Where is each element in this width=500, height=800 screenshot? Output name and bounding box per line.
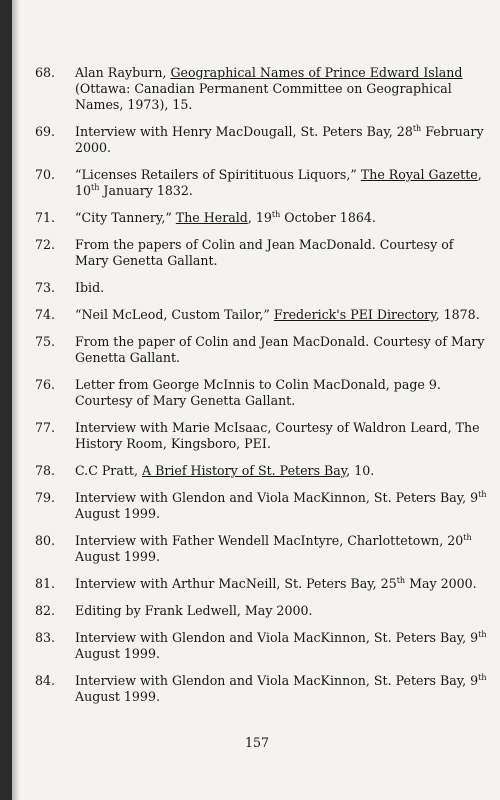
endnote-text	[75, 307, 490, 323]
endnote-text	[75, 237, 490, 269]
endnote-number: 72.	[35, 237, 56, 252]
source-title: Geographical Names of Prince Edward Island	[170, 65, 463, 80]
endnote-item	[35, 280, 490, 296]
endnote-item	[35, 377, 490, 409]
endnote-number: 68.	[35, 65, 56, 80]
endnote-text-run: , 10.	[346, 463, 375, 478]
endnote-number: 81.	[35, 576, 56, 591]
ordinal-superscript: th	[478, 672, 487, 682]
endnote-item	[35, 167, 490, 199]
endnote-text-run: C.C Pratt,	[75, 463, 142, 478]
endnote-text-run: Interview with Glendon and Viola MacKinnon, St. Peters Bay, 9	[75, 490, 479, 505]
endnote-number: 73.	[35, 280, 56, 295]
endnotes-list	[35, 65, 490, 716]
endnote-number: 84.	[35, 673, 56, 688]
endnote-text-run: August 1999.	[75, 506, 160, 521]
endnote-text-run: August 1999.	[75, 549, 160, 564]
endnote-number: 76.	[35, 377, 56, 392]
endnote-text-run: Alan Rayburn,	[75, 65, 171, 80]
endnote-text-run: “Licenses Retailers of Spiritituous Liquors,”	[75, 167, 361, 182]
ordinal-superscript: th	[478, 629, 487, 639]
endnote-item	[35, 603, 490, 619]
endnote-number: 70.	[35, 167, 56, 182]
endnote-number: 80.	[35, 533, 56, 548]
endnote-item	[35, 420, 490, 452]
endnote-text-run: August 1999.	[75, 646, 160, 661]
endnote-text-run: , 10	[75, 167, 482, 198]
endnote-number: 79.	[35, 490, 56, 505]
ordinal-superscript: th	[478, 489, 487, 499]
endnote-text	[75, 420, 490, 452]
endnote-item	[35, 237, 490, 269]
endnote-item	[35, 65, 490, 113]
endnote-text	[75, 533, 490, 565]
endnote-text-run: (Ottawa: Canadian Permanent Committee on Geographical Names, 1973), 15.	[75, 81, 452, 112]
endnote-number: 74.	[35, 307, 56, 322]
endnote-item	[35, 673, 490, 705]
endnote-text	[75, 576, 490, 592]
endnote-text	[75, 280, 490, 296]
endnote-text-run: Interview with Father Wendell MacIntyre, Charlottetown, 20	[75, 533, 464, 548]
endnote-text-run: Interview with Arthur MacNeill, St. Peters Bay, 25	[75, 576, 397, 591]
source-title: A Brief History of St. Peters Bay	[141, 463, 347, 478]
endnote-item	[35, 307, 490, 323]
ordinal-superscript: th	[271, 209, 281, 219]
endnote-item	[35, 630, 490, 662]
page-number: 157	[244, 735, 270, 750]
endnote-number: 77.	[35, 420, 56, 435]
endnote-item	[35, 124, 490, 156]
endnote-text-run: August 1999.	[75, 689, 160, 704]
endnote-text-run: Interview with Glendon and Viola MacKinnon, St. Peters Bay, 9	[75, 630, 479, 645]
endnote-text	[75, 603, 490, 619]
endnote-text-run: , 19	[247, 210, 272, 225]
endnote-text-run: Letter from George McInnis to Colin MacDonald, page 9. Courtesy of Mary Genetta Gallant.	[75, 377, 441, 408]
endnote-text	[75, 630, 490, 662]
endnote-text-run: January 1832.	[99, 183, 193, 198]
source-title: The Herald	[175, 210, 248, 225]
endnote-text-run: From the papers of Colin and Jean MacDonald. Courtesy of Mary Genetta Gallant.	[75, 237, 454, 268]
endnote-text	[75, 463, 490, 479]
endnote-item	[35, 334, 490, 366]
endnote-text-run: Interview with Henry MacDougall, St. Peters Bay, 28	[75, 124, 413, 139]
endnote-item	[35, 576, 490, 592]
endnote-text-run: , 1878.	[435, 307, 480, 322]
ordinal-superscript: th	[91, 182, 100, 192]
document-page	[12, 0, 500, 800]
endnote-text-run: Ibid.	[75, 280, 105, 295]
endnote-text	[75, 210, 490, 226]
endnote-item	[35, 210, 490, 226]
ordinal-superscript: th	[463, 532, 472, 542]
endnote-item	[35, 533, 490, 565]
endnote-number: 83.	[35, 630, 56, 645]
endnote-text-run: May 2000.	[405, 576, 477, 591]
endnote-text-run: From the paper of Colin and Jean MacDonald. Courtesy of Mary Genetta Gallant.	[75, 334, 485, 365]
endnote-text-run: February 2000.	[75, 124, 484, 155]
ordinal-superscript: th	[396, 575, 406, 585]
endnote-text-run: Interview with Marie McIsaac, Courtesy of Waldron Leard, The History Room, Kingsboro, PEI.	[75, 420, 480, 451]
endnote-text-run: “Neil McLeod, Custom Tailor,”	[75, 307, 274, 322]
endnote-number: 69.	[35, 124, 56, 139]
endnote-text	[75, 490, 490, 522]
endnote-text	[75, 167, 490, 199]
endnote-text-run: Interview with Glendon and Viola MacKinnon, St. Peters Bay, 9	[75, 673, 479, 688]
endnote-item	[35, 463, 490, 479]
endnote-number: 78.	[35, 463, 56, 478]
source-title: Frederick's PEI Directory	[273, 307, 436, 322]
endnote-text-run: “City Tannery,”	[75, 210, 176, 225]
endnote-text-run: Editing by Frank Ledwell, May 2000.	[75, 603, 313, 618]
endnote-number: 71.	[35, 210, 56, 225]
source-title: The Royal Gazette	[360, 167, 478, 182]
endnote-text	[75, 334, 490, 366]
endnote-text	[75, 124, 490, 156]
endnote-number: 82.	[35, 603, 56, 618]
endnote-item	[35, 490, 490, 522]
endnote-text	[75, 377, 490, 409]
ordinal-superscript: th	[412, 123, 422, 133]
endnote-number: 75.	[35, 334, 56, 349]
endnote-text-run: October 1864.	[280, 210, 376, 225]
endnote-text	[75, 673, 490, 705]
endnote-text	[75, 65, 490, 113]
